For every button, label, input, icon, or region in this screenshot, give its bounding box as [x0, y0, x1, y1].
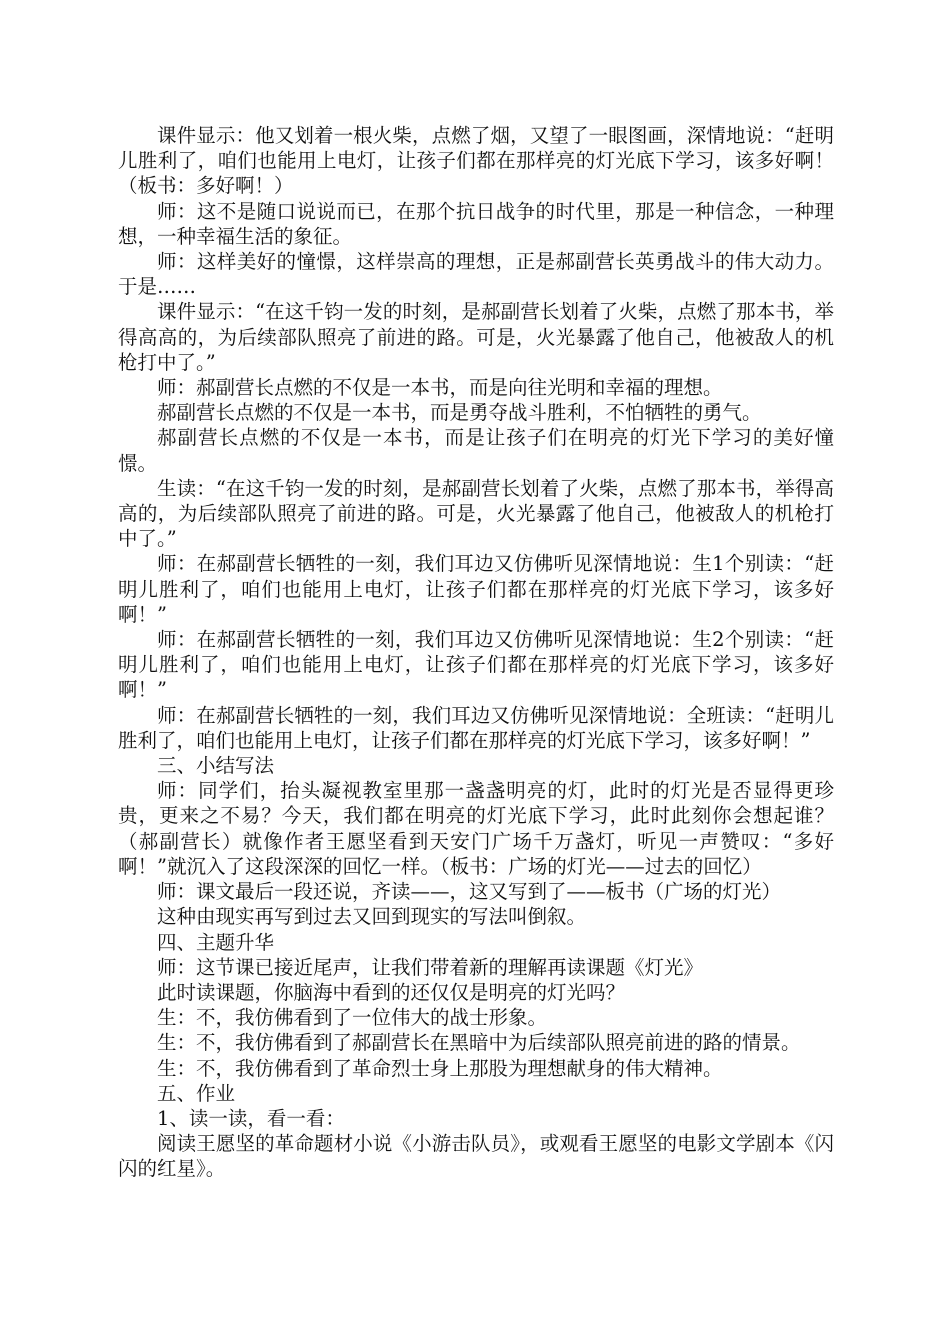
- paragraph-teacher-ideal: 师：郝副营长点燃的不仅是一本书，而是向往光明和幸福的理想。: [157, 376, 723, 400]
- paragraph-courseware-display-1: 课件显示：他又划着一根火柴，点燃了烟，又望了一眼图画，深情地说：“赶明儿胜利了，咱们也能用上电灯，让孩子们都在那样亮的灯光底下学习，该多好啊！（板书：多好啊！）: [118, 124, 834, 198]
- document-body: [118, 123, 834, 1182]
- section-heading-homework: 五、作业: [157, 1081, 236, 1105]
- paragraph-reading-assignment: 阅读王愿坚的革命题材小说《小游击队员》，或观看王愿坚的电影文学剧本《闪闪的红星》。: [118, 1132, 834, 1181]
- paragraph-student-answer-2: 生：不，我仿佛看到了郝副营长在黑暗中为后续部队照亮前进的路的情景。: [157, 1031, 801, 1055]
- paragraph-class-reading: 师：在郝副营长牺牲的一刻，我们耳边又仿佛听见深情地说：全班读：“赶明儿胜利了，咱们也能用上电灯，让孩子们都在那样亮的灯光底下学习，该多好啊！”: [118, 703, 834, 752]
- paragraph-student-2-reading: 师：在郝副营长牺牲的一刻，我们耳边又仿佛听见深情地说：生2个别读：“赶明儿胜利了，咱们也能用上电灯，让孩子们都在那样亮的灯光底下学习，该多好啊！”: [118, 628, 834, 702]
- paragraph-flashback: 这种由现实再写到过去又回到现实的写法叫倒叙。: [157, 905, 587, 929]
- section-heading-theme: 四、主题升华: [157, 930, 275, 954]
- paragraph-courage: 郝副营长点燃的不仅是一本书，而是勇夺战斗胜利，不怕牺牲的勇气。: [157, 401, 762, 425]
- paragraph-student-reading: 生读：“在这千钧一发的时刻，是郝副营长划着了火柴，点燃了那本书，举得高高的，为后续部队照亮了前进的路。可是，火光暴露了他自己，他被敌人的机枪打中了。”: [118, 476, 834, 551]
- paragraph-courseware-display-2: 课件显示：“在这千钧一发的时刻，是郝副营长划着了火柴，点燃了那本书，举得高高的，为后续部队照亮了前进的路。可是，火光暴露了他自己，他被敌人的机枪打中了。”: [118, 300, 834, 374]
- paragraph-question: 此时读课题，你脑海中看到的还仅仅是明亮的灯光吗？: [157, 980, 626, 1004]
- section-heading-summary: 三、小结写法: [157, 754, 275, 778]
- paragraph-last-section: 师：课文最后一段还说，齐读——，这又写到了——板书（广场的灯光）: [157, 880, 782, 904]
- paragraph-reread-title: 师：这节课已接近尾声，让我们带着新的理解再读课题《灯光》: [157, 955, 704, 979]
- paragraph-teacher-motivation: 师：这样美好的憧憬，这样崇高的理想，正是郝副营长英勇战斗的伟大动力。于是……: [118, 250, 834, 299]
- paragraph-student-1-reading: 师：在郝副营长牺牲的一刻，我们耳边又仿佛听见深情地说：生1个别读：“赶明儿胜利了，咱们也能用上电灯，让孩子们都在那样亮的灯光底下学习，该多好啊！”: [118, 552, 834, 626]
- paragraph-teacher-belief: 师：这不是随口说说而已，在那个抗日战争的时代里，那是一种信念，一种理想，一种幸福生活的象征。: [118, 199, 834, 248]
- paragraph-student-answer-3: 生：不，我仿佛看到了革命烈士身上那股为理想献身的伟大精神。: [157, 1056, 723, 1080]
- homework-item-1: 1、读一读，看一看：: [157, 1106, 345, 1130]
- paragraph-hope: 郝副营长点燃的不仅是一本书，而是让孩子们在明亮的灯光下学习的美好憧憬。: [118, 426, 834, 475]
- paragraph-teacher-summary: 师：同学们，抬头凝视教室里那一盏盏明亮的灯，此时的灯光是否显得更珍贵，更来之不易？今天，我们都在明亮的灯光底下学习，此时此刻你会想起谁？（郝副营长）就像作者王愿坚看到天安门广场千万盏灯，听见一声赞叹：“多好啊！”就沉入了这段深深的回忆一样。（板书：广场的灯光——过去的回忆）: [118, 779, 834, 878]
- paragraph-student-answer-1: 生：不，我仿佛看到了一位伟大的战士形象。: [157, 1006, 548, 1030]
